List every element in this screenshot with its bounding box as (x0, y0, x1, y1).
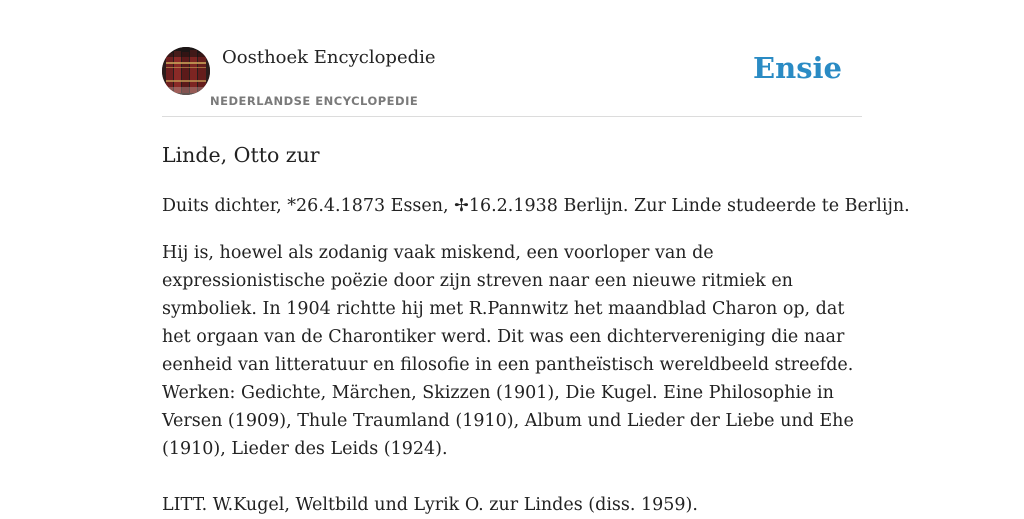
article-title: Linde, Otto zur (162, 143, 320, 167)
article-literature: LITT. W.Kugel, Weltbild und Lyrik O. zur Lindes (diss. 1959). (162, 495, 698, 515)
site-subtitle: NEDERLANDSE ENCYCLOPEDIE (210, 94, 419, 108)
article-paragraph: Hij is, hoewel als zodanig vaak miskend, een voorloper van de expressionistische poëzie door zijn streven naar een nieuwe ritmiek en symboliek. In 1904 richtte hij met R.Pannwitz het maandblad Charon op, dat het orgaan van de Charontiker werd. Dit was een dichtervereniging die naar eenheid van litteratuur en filosofie in een pantheïstisch wereldbeeld streefde. Werken: Gedichte, Märchen, Skizzen (1901), Die Kugel. Eine Philosophie in Versen (1909), Thule Traumland (1910), Album und Lieder der Liebe und Ehe (1910), Lieder des Leids (1924). (162, 243, 854, 459)
article (162, 140, 910, 519)
book-spines-icon[interactable] (162, 47, 210, 95)
site-header (162, 46, 862, 117)
article-paragraph: Duits dichter, *26.4.1873 Essen, ✢16.2.1938 Berlijn. Zur Linde studeerde te Berlijn. (162, 196, 910, 216)
brand-logo-link[interactable]: Ensie (753, 51, 842, 85)
site-title[interactable]: Oosthoek Encyclopedie (222, 47, 436, 68)
